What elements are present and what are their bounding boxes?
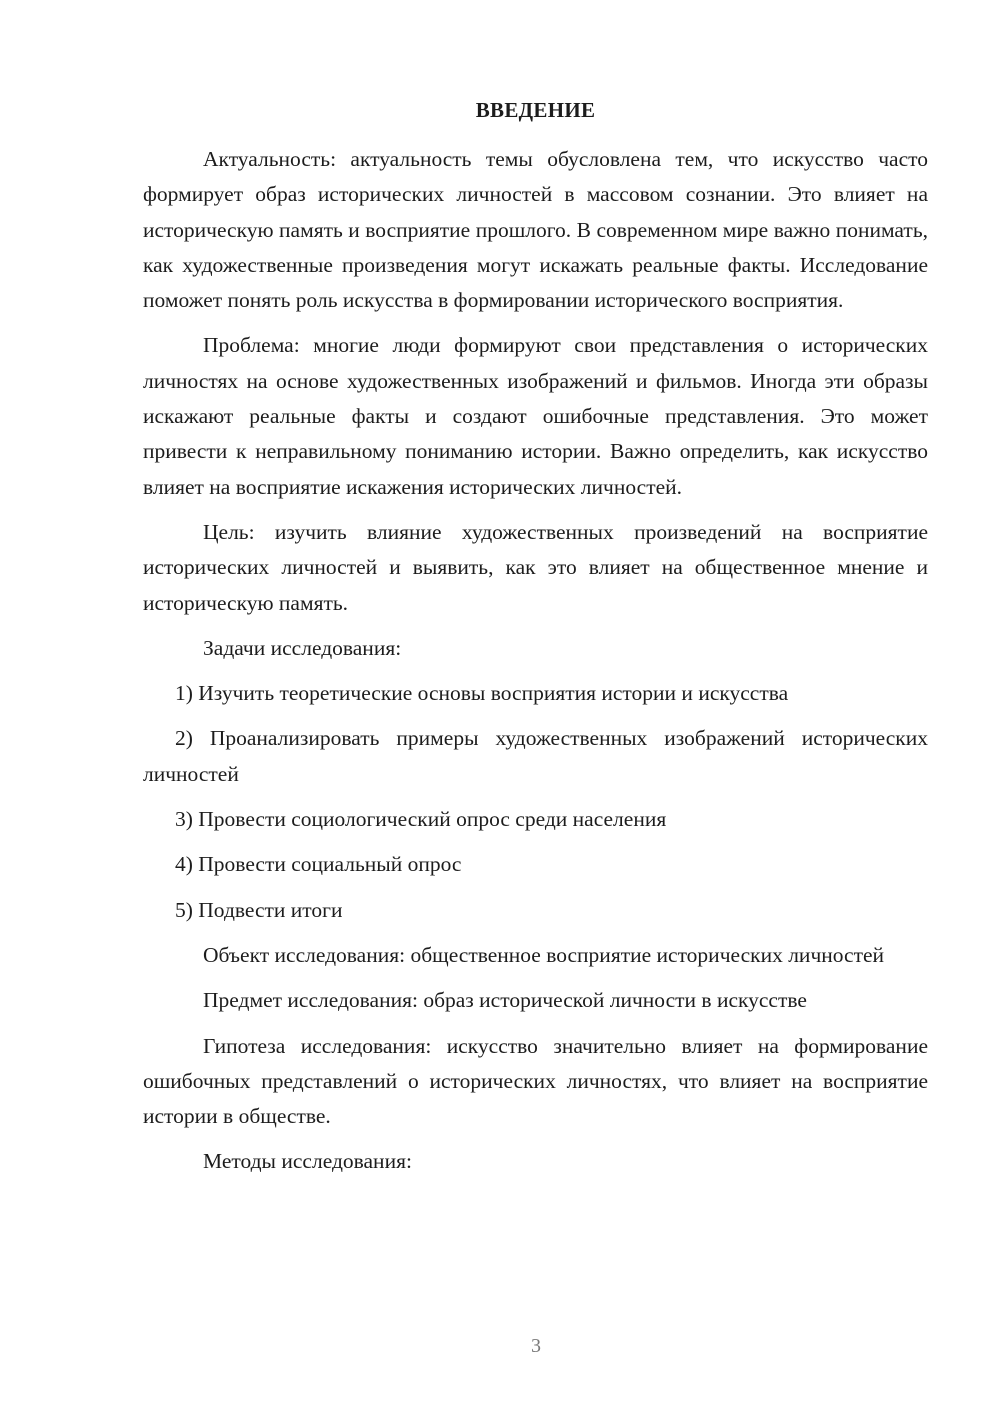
goal-paragraph: Цель: изучить влияние художественных произведений на восприятие исторических личностей и выявить, как это влияет на общественное мнение и историческую память. (143, 519, 928, 615)
problem-paragraph: Проблема: многие люди формируют свои представления о исторических личностях на основе художественных изображений и фильмов. Иногда эти образы искажают реальные факты и создают ошибочные представления. Это может привести к неправильному пониманию истории. Важно определить, как искусство влияет на восприятие искажения исторических личностей. (143, 333, 928, 499)
page-number: 3 (531, 1335, 541, 1357)
methods-heading: Методы исследования: (203, 1149, 412, 1174)
task-item-2: 2) Проанализировать примеры художественных изображений исторических личностей (143, 726, 928, 786)
task-item-4: 4) Провести социальный опрос (175, 852, 462, 877)
task-item-5: 5) Подвести итоги (175, 897, 343, 922)
section-title: ВВЕДЕНИЕ (475, 98, 596, 122)
hypothesis-paragraph: Гипотеза исследования: искусство значительно влияет на формирование ошибочных представлений о исторических личностях, что влияет на восприятие истории в обществе. (143, 1033, 928, 1129)
document-page (143, 96, 928, 1190)
relevance-paragraph: Актуальность: актуальность темы обусловлена тем, что искусство часто формирует образ исторических личностей в массовом сознании. Это влияет на историческую память и восприятие прошлого. В современном мире важно понимать, как художественные произведения могут искажать реальные факты. Исследование поможет понять роль искусства в формировании исторического восприятия. (143, 147, 928, 313)
subject-paragraph: Предмет исследования: образ исторической личности в искусстве (203, 988, 807, 1013)
task-item-3: 3) Провести социологический опрос среди населения (175, 807, 667, 832)
object-paragraph: Объект исследования: общественное восприятие исторических личностей (203, 942, 885, 967)
tasks-heading: Задачи исследования: (203, 635, 402, 660)
task-item-1: 1) Изучить теоретические основы восприятия истории и искусства (175, 681, 789, 706)
